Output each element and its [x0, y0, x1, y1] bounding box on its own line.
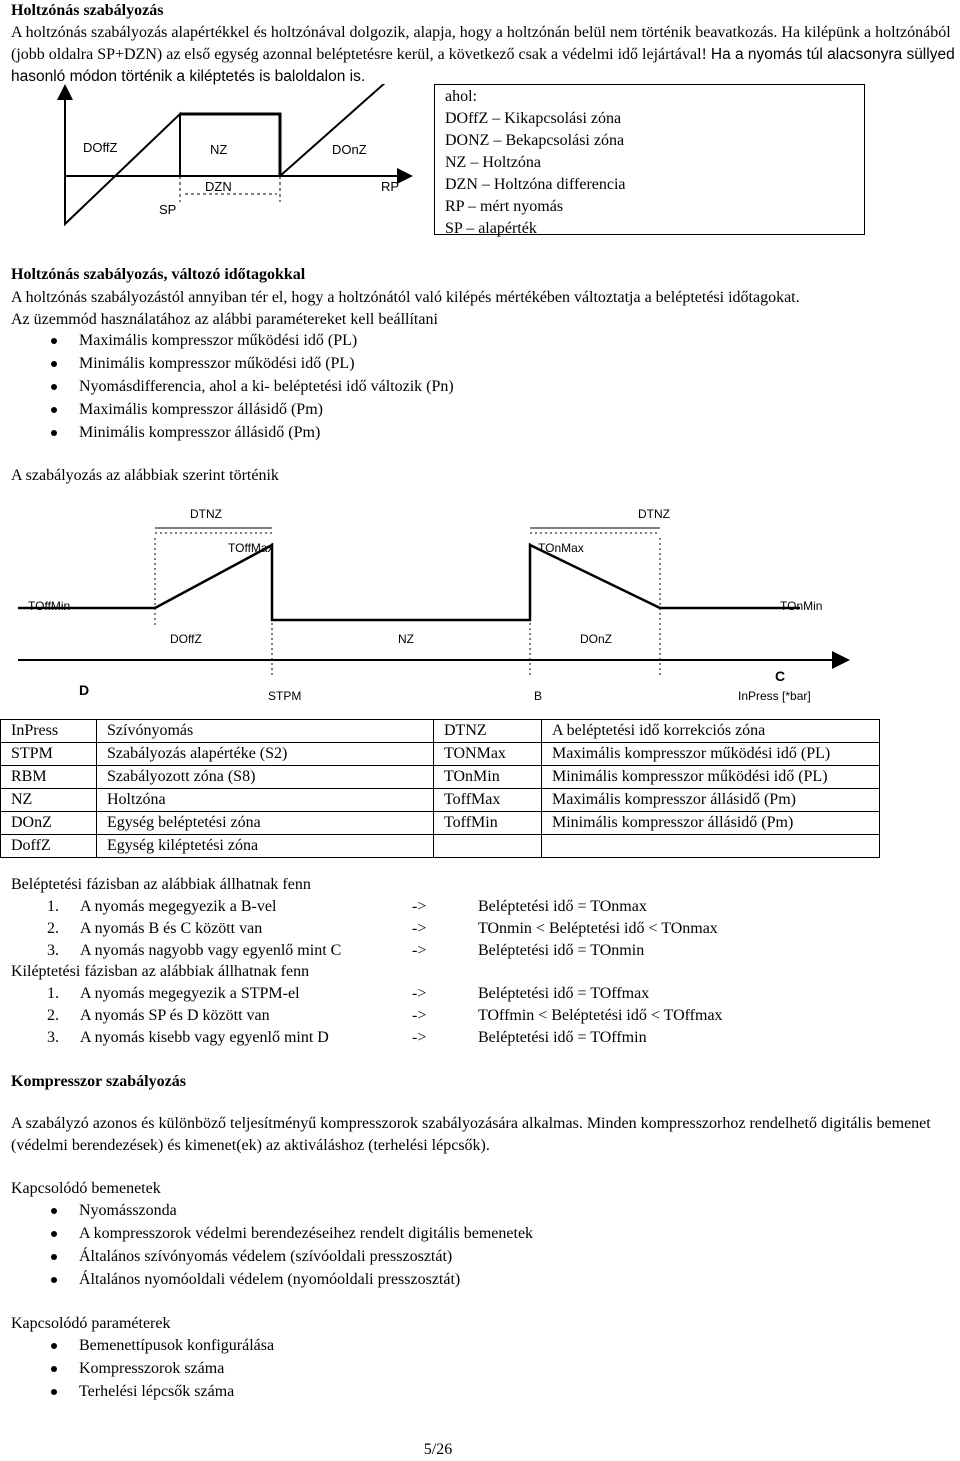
section-title-compressor: Kompresszor szabályozás [11, 1073, 186, 1090]
label-donz: DOnZ [580, 632, 613, 646]
table-cell: RBM [1, 766, 97, 789]
list-item: Általános szívónyomás védelem (szívóoldali presszosztát) [11, 1246, 911, 1269]
table-cell: Holtzóna [97, 789, 434, 812]
chart-intro: A szabályozás az alábbiak szerint történik [11, 467, 279, 484]
list-item: Kompresszorok száma [11, 1358, 911, 1381]
label-toffmin: TOffMin [28, 599, 71, 613]
step-arrow: -> [412, 1029, 427, 1046]
table-cell [542, 835, 880, 858]
step-condition: A nyomás SP és D között van [80, 1007, 270, 1024]
enter-heading: Beléptetési fázisban az alábbiak állhatnak fenn [11, 876, 311, 893]
step-result: Beléptetési idő = TOnmin [478, 942, 645, 959]
inputs-heading: Kapcsolódó bemenetek [11, 1180, 161, 1197]
legend-box [434, 84, 865, 235]
step-condition: A nyomás megegyezik a B-vel [80, 898, 277, 915]
related-params-list [11, 1335, 911, 1404]
table-row [1, 789, 880, 812]
definitions-table [0, 719, 880, 858]
legend-item: DONZ – Bekapcsolási zóna [445, 132, 625, 149]
step-condition: A nyomás B és C között van [80, 920, 263, 937]
exit-heading: Kiléptetési fázisban az alábbiak állhatnak fenn [11, 963, 310, 980]
label-dzn: DZN [205, 179, 232, 194]
label-doffz: DOffZ [83, 140, 118, 155]
label-nz: NZ [210, 142, 228, 157]
table-cell: Szívónyomás [97, 720, 434, 743]
label-nz: NZ [398, 632, 414, 646]
list-item: Maximális kompresszor állásidő (Pm) [11, 399, 911, 422]
step-arrow: -> [412, 920, 427, 937]
step-result: TOnmin < Beléptetési idő < TOnmax [478, 920, 718, 937]
list-item: Minimális kompresszor működési idő (PL) [11, 353, 911, 376]
table-row [1, 835, 880, 858]
label-inpress: InPress [*bar] [738, 689, 811, 703]
label-doffz: DOffZ [170, 632, 202, 646]
table-cell: DoffZ [1, 835, 97, 858]
label-tonmax: TOnMax [538, 541, 584, 555]
table-cell: NZ [1, 789, 97, 812]
step-number: 2. [47, 920, 59, 937]
list-item: Nyomásszonda [11, 1200, 911, 1223]
label-sp: SP [159, 202, 177, 217]
table-row [1, 766, 880, 789]
section-title-holtzonas: Holtzónás szabályozás [11, 2, 164, 19]
legend-item: DZN – Holtzóna differencia [445, 176, 626, 193]
list-item: Maximális kompresszor működési idő (PL) [11, 330, 911, 353]
list-item: A kompresszorok védelmi berendezéseihez rendelt digitális bemenetek [11, 1223, 911, 1246]
list-item: Minimális kompresszor állásidő (Pm) [11, 422, 911, 445]
list-item: Általános nyomóoldali védelem (nyomóoldali presszosztát) [11, 1269, 911, 1292]
table-row [1, 743, 880, 766]
label-dtnz-right: DTNZ [638, 507, 670, 521]
compressor-intro: A szabályzó azonos és különböző teljesítményű kompresszorok szabályozására alkalmas. Minden kompresszorhoz rendelhető digitális bemenet (védelmi berendezések) és kimenet(ek) az aktiváláshoz (terhelési lépcsők). [11, 1115, 931, 1154]
label-d: D [79, 682, 90, 698]
time-curve [18, 545, 800, 620]
page-number: 5/26 [423, 1441, 453, 1458]
step-arrow: -> [412, 985, 427, 1002]
table-cell: Szabályozás alapértéke (S2) [97, 743, 434, 766]
intro-text-1: A holtzónás szabályozás alapértékkel és holtzónával dolgozik, alapja, hogy a holtzónán belül nem történik beavatkozás. Ha kilépünk a holtzónából (jobb oldalra SP+DZN) az első egység azonnal beléptetésre kerül, a következő csak a védelmi idő lejártával! [11, 24, 951, 63]
table-cell: STPM [1, 743, 97, 766]
step-result: Beléptetési idő = TOffmax [478, 985, 650, 1002]
list-item: Bemenettípusok konfigurálása [11, 1335, 911, 1358]
deadzone-box [180, 114, 280, 176]
legend-item: SP – alapérték [445, 220, 537, 237]
step-number: 3. [47, 942, 59, 959]
label-donz: DOnZ [332, 142, 367, 157]
step-number: 1. [47, 898, 59, 915]
step-arrow: -> [412, 942, 427, 959]
step-arrow: -> [412, 898, 427, 915]
table-cell: Egység kiléptetési zóna [97, 835, 434, 858]
deadzone-diagram [55, 84, 435, 234]
step-condition: A nyomás megegyezik a STPM-el [80, 985, 300, 1002]
label-b: B [534, 689, 543, 703]
table-cell: Maximális kompresszor állásidő (Pm) [542, 789, 880, 812]
step-condition: A nyomás nagyobb vagy egyenlő mint C [80, 942, 342, 959]
list-item: Terhelési lépcsők száma [11, 1381, 911, 1404]
table-cell: Minimális kompresszor állásidő (Pm) [542, 812, 880, 835]
legend-item: NZ – Holtzóna [445, 154, 541, 171]
params-intro: Az üzemmód használatához az alábbi paramétereket kell beállítani [11, 311, 438, 328]
table-cell: Szabályozott zóna (S8) [97, 766, 434, 789]
table-cell: DTNZ [434, 720, 542, 743]
table-cell: TOnMin [434, 766, 542, 789]
on-curve [280, 84, 395, 176]
label-toffmax: TOffMax [228, 541, 274, 555]
step-result: Beléptetési idő = TOnmax [478, 898, 647, 915]
legend-heading: ahol: [445, 88, 477, 105]
step-result: TOffmin < Beléptetési idő < TOffmax [478, 1007, 723, 1024]
table-cell: ToffMax [434, 789, 542, 812]
legend-item: RP – mért nyomás [445, 198, 564, 215]
label-tonmin: TOnMin [780, 599, 823, 613]
intro-text-2: Ha a nyomás túl alacsonyra süllyed hasonló módon történik a kiléptetés is baloldalon is. [11, 46, 955, 85]
section-title-variable: Holtzónás szabályozás, változó időtagokkal [11, 266, 306, 283]
list-item: Nyomásdifferencia, ahol a ki- beléptetési idő változik (Pn) [11, 376, 911, 399]
step-number: 3. [47, 1029, 59, 1046]
table-row [1, 812, 880, 835]
step-number: 1. [47, 985, 59, 1002]
table-cell: Minimális kompresszor működési idő (PL) [542, 766, 880, 789]
table-cell: InPress [1, 720, 97, 743]
intro-paragraph [11, 22, 959, 88]
label-stpm: STPM [268, 689, 302, 703]
table-cell: A beléptetési idő korrekciós zóna [542, 720, 880, 743]
table-cell: Egység beléptetési zóna [97, 812, 434, 835]
label-rp: RP [381, 179, 400, 194]
params-list [11, 330, 911, 445]
table-cell: Maximális kompresszor működési idő (PL) [542, 743, 880, 766]
inputs-list [11, 1200, 911, 1292]
table-cell: DOnZ [1, 812, 97, 835]
label-c: C [775, 668, 786, 684]
params-heading: Kapcsolódó paraméterek [11, 1315, 171, 1332]
label-dtnz-left: DTNZ [190, 507, 222, 521]
table-cell [434, 835, 542, 858]
table-cell: ToffMin [434, 812, 542, 835]
table-cell: TONMax [434, 743, 542, 766]
section2-intro: A holtzónás szabályozástól annyiban tér el, hogy a holtzónától való kilépés mértékében változtatja a beléptetési időtagokat. [11, 289, 800, 306]
step-result: Beléptetési idő = TOffmin [478, 1029, 647, 1046]
time-regulation-diagram [0, 488, 850, 716]
table-row [1, 720, 880, 743]
step-number: 2. [47, 1007, 59, 1024]
legend-item: DOffZ – Kikapcsolási zóna [445, 110, 622, 127]
step-condition: A nyomás kisebb vagy egyenlő mint D [80, 1029, 329, 1046]
step-arrow: -> [412, 1007, 427, 1024]
